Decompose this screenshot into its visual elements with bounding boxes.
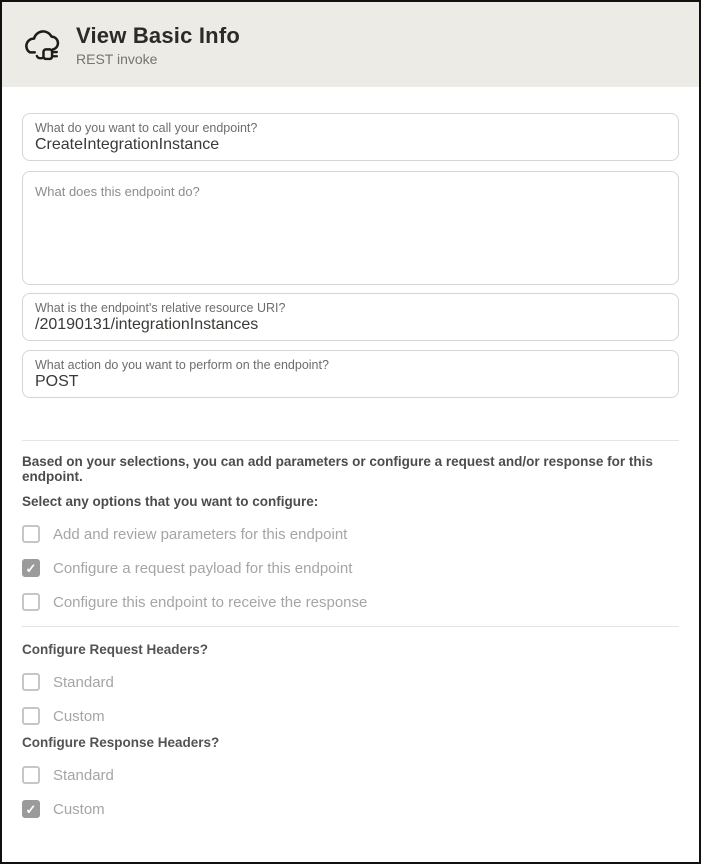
section-divider [22, 626, 679, 627]
options-intro-text: Based on your selections, you can add parameters or configure a request and/or response for this endpoint. [22, 454, 653, 484]
dialog-body [2, 113, 699, 818]
checkbox-label: Custom [53, 800, 105, 818]
checkbox-configure-request-payload[interactable] [22, 559, 679, 577]
endpoint-description-textarea[interactable] [23, 172, 678, 284]
endpoint-name-label: What do you want to call your endpoint? [35, 121, 258, 135]
endpoint-action-label: What action do you want to perform on the endpoint? [35, 358, 329, 372]
rest-cloud-plug-icon [22, 28, 64, 66]
checkbox-icon[interactable] [22, 673, 40, 691]
endpoint-name-input[interactable] [35, 136, 666, 154]
request-headers-heading: Configure Request Headers? [22, 642, 209, 657]
checkbox-request-custom[interactable] [22, 707, 679, 725]
endpoint-name-field[interactable] [22, 113, 679, 161]
checkmark-icon: ✓ [25, 560, 37, 576]
checkmark-icon: ✓ [25, 801, 37, 817]
checkbox-icon[interactable] [22, 559, 40, 577]
checkbox-label: Standard [53, 766, 114, 784]
checkbox-icon[interactable] [22, 800, 40, 818]
endpoint-uri-input[interactable] [35, 316, 666, 334]
dialog-header [2, 2, 699, 87]
section-divider [22, 440, 679, 441]
checkbox-label: Custom [53, 707, 105, 725]
endpoint-action-input[interactable] [35, 373, 666, 391]
response-headers-heading: Configure Response Headers? [22, 735, 220, 750]
checkbox-configure-response[interactable] [22, 593, 679, 611]
checkbox-request-standard[interactable] [22, 673, 679, 691]
endpoint-action-field[interactable] [22, 350, 679, 398]
checkbox-response-custom[interactable] [22, 800, 679, 818]
checkbox-icon[interactable] [22, 707, 40, 725]
header-titles [76, 23, 240, 67]
page-title: View Basic Info [76, 22, 240, 48]
checkbox-label: Configure a request payload for this endpoint [53, 559, 353, 577]
checkbox-response-standard[interactable] [22, 766, 679, 784]
checkbox-icon[interactable] [22, 525, 40, 543]
page-subtitle: REST invoke [76, 50, 158, 67]
checkbox-icon[interactable] [22, 766, 40, 784]
endpoint-uri-field[interactable] [22, 293, 679, 341]
options-prompt-text: Select any options that you want to configure: [22, 494, 319, 509]
checkbox-label: Standard [53, 673, 114, 691]
checkbox-add-parameters[interactable] [22, 525, 679, 543]
checkbox-icon[interactable] [22, 593, 40, 611]
endpoint-description-field[interactable] [22, 171, 679, 285]
checkbox-label: Configure this endpoint to receive the response [53, 593, 368, 611]
endpoint-uri-label: What is the endpoint's relative resource URI? [35, 301, 286, 315]
checkbox-label: Add and review parameters for this endpoint [53, 525, 348, 543]
